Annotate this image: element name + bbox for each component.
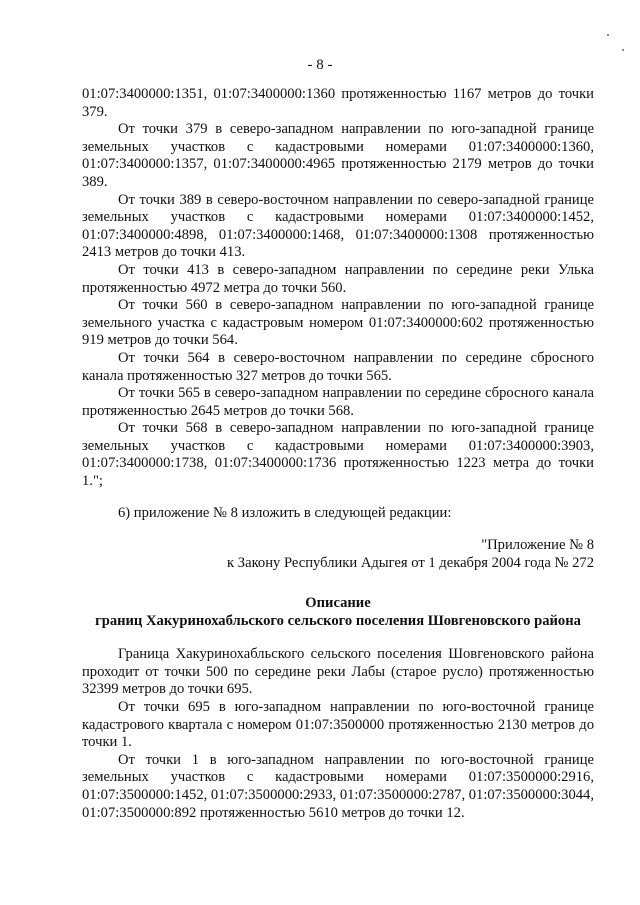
appendix-law-ref: к Закону Республики Адыгея от 1 декабря 2004 года № 272 xyxy=(227,555,594,572)
paragraph: От точки 565 в северо-западном направлении по середине сбросного канала протяженностью 2645 метров до точки 568. xyxy=(82,385,594,419)
paragraph: От точки 379 в северо-западном направлении по юго-западной границе земельных участков с кадастровыми номерами 01:07:3400000:1360, 01:07:3400000:1357, 01:07:3400000:4965 протяженностью 2179 метров до точки 389. xyxy=(82,121,594,190)
paragraph-continued: 01:07:3400000:1351, 01:07:3400000:1360 протяженностью 1167 метров до точки 379. xyxy=(82,86,594,120)
section-subtitle: границ Хакуринохабльского сельского поселения Шовгеновского района xyxy=(95,613,581,630)
appendix-title: "Приложение № 8 xyxy=(481,537,594,554)
paragraph: От точки 695 в юго-западном направлении по юго-восточной границе кадастрового квартала с номером 01:07:3500000 протяженностью 2130 метров до точки 1. xyxy=(82,699,594,751)
scan-speck xyxy=(607,34,609,36)
paragraph: От точки 413 в северо-западном направлении по середине реки Улька протяженностью 4972 метра до точки 560. xyxy=(82,261,594,296)
scan-speck xyxy=(622,49,624,51)
paragraph: Граница Хакуринохабльского сельского поселения Шовгеновского района проходит от точки 500 по середине реки Лабы (старое русло) протяженностью 32399 метров до точки 695. xyxy=(82,646,594,698)
section-title: Описание xyxy=(305,595,371,612)
page-number: - 8 - xyxy=(307,57,333,73)
paragraph: От точки 1 в юго-западном направлении по юго-восточной границе земельных участков с кадастровыми номерами 01:07:3500000:2916, 01:07:3500000:1452, 01:07:3500000:2933, 01:07:3500000:2787, 01:07:3500000:3044, 01:07:3500000:892 протяженностью 5610 метров до точки 12. xyxy=(82,751,595,821)
paragraph: От точки 560 в северо-западном направлении по юго-западной границе земельного участка с кадастровым номером 01:07:3400000:602 протяженностью 919 метров до точки 564. xyxy=(82,297,594,349)
paragraph: От точки 564 в северо-восточном направлении по середине сбросного канала протяженностью 327 метров до точки 565. xyxy=(82,349,594,384)
appendix-reference xyxy=(82,536,594,572)
document-body xyxy=(82,86,594,822)
paragraph: От точки 389 в северо-восточном направлении по северо-западной границе земельных участков с кадастровыми номерами 01:07:3400000:1452, 01:07:3400000:4898, 01:07:3400000:1468, 01:07:3400000:1308 протяженностью 2413 метров до точки 413. xyxy=(82,191,594,261)
amendment-instruction: 6) приложение № 8 изложить в следующей редакции: xyxy=(118,504,452,521)
paragraph: От точки 568 в северо-западном направлении по юго-западной границе земельных участков с кадастровыми номерами 01:07:3400000:3903, 01:07:3400000:1738, 01:07:3400000:1736 протяженностью 1223 метра до точки 1."; xyxy=(82,420,594,490)
